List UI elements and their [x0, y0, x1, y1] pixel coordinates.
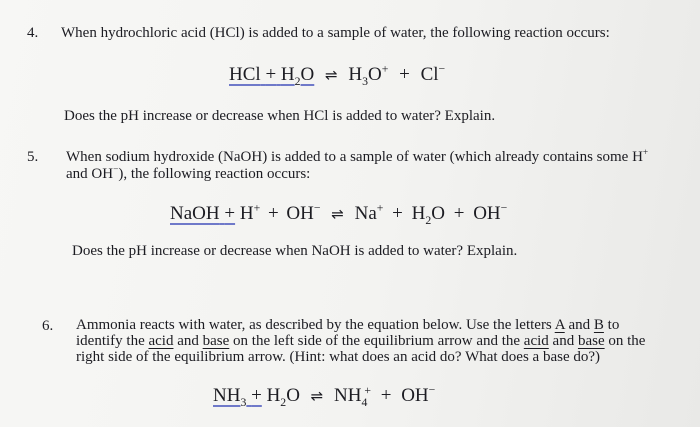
q6-line3: right side of the equilibrium arrow. (Hint: what does an acid do? What does a base do?)	[76, 349, 601, 365]
q4-equation: HCl + $H_2O$ ⇌ $H_3O^+ + Cl^-$	[229, 62, 446, 88]
equilibrium-arrow-icon: ⇌	[310, 387, 324, 405]
q5-question: Does the pH increase or decrease when NaOH is added to water? Explain.	[72, 243, 518, 259]
q6-number: 6.	[42, 318, 54, 334]
q4-prompt: When hydrochloric acid (HCl) is added to a sample of water, the following reaction occurs:	[61, 25, 610, 41]
q4-eq-hydronium: $H_3O^+$	[348, 62, 389, 88]
q5-equation: NaOH + H+ + OH− ⇌ $Na^+ + H_2O + OH^-$	[170, 201, 508, 227]
q4-eq-chloride: Cl−	[420, 62, 446, 85]
q5-prompt-line2: and OH−), the following reaction occurs:	[66, 165, 311, 182]
q6-line2: identify the acid and base on the left side of the equilibrium arrow and the acid and base on the	[76, 333, 646, 349]
q6-equation: $NH_3 + H_2O$ ⇌ $NH_4^+ + OH^-$	[213, 383, 436, 409]
q5-prompt-line1: When sodium hydroxide (NaOH) is added to a sample of water (which already contains some H+	[66, 148, 649, 165]
q4-question: Does the pH increase or decrease when HCl is added to water? Explain.	[64, 108, 496, 124]
q5-eq-naoh-plus: NaOH +	[170, 203, 236, 224]
q6-eq-nh3-plus: $NH_3$ +	[213, 385, 262, 409]
q5-number: 5.	[27, 149, 39, 165]
q6-line1: Ammonia reacts with water, as described by the equation below. Use the letters A and B to	[76, 317, 620, 333]
q4-number: 4.	[27, 25, 39, 41]
equilibrium-arrow-icon: ⇌	[325, 66, 338, 84]
q4-eq-hcl-plus: HCl + $H_2O$	[229, 64, 315, 88]
equilibrium-arrow-icon: ⇌	[331, 205, 344, 223]
